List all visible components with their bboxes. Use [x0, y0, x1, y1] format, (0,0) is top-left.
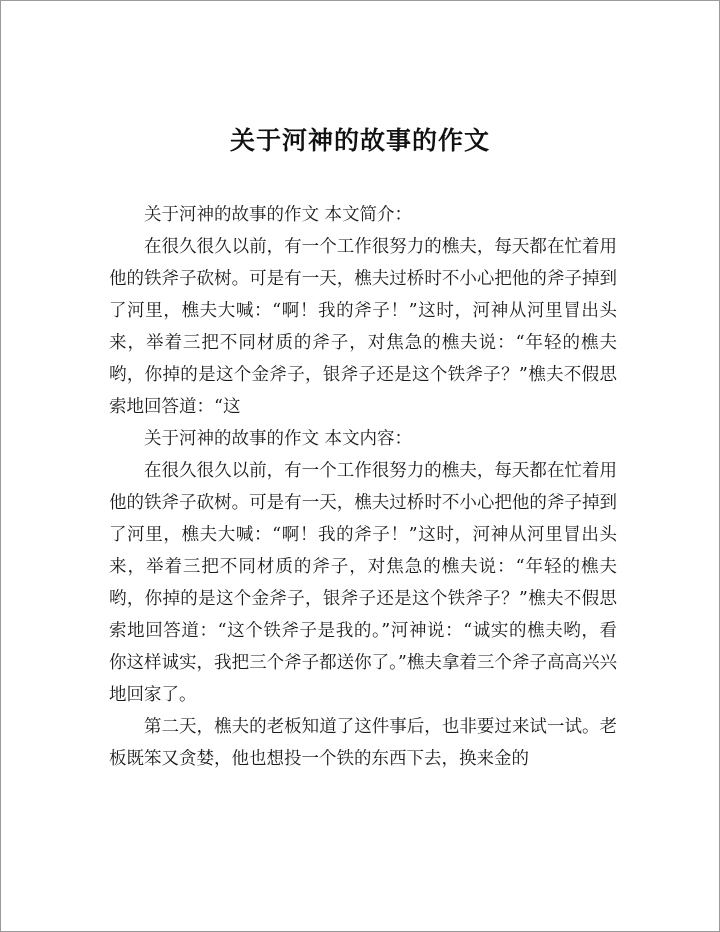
- content-paragraph: 在很久很久以前，有一个工作很努力的樵夫，每天都在忙着用他的铁斧子砍树。可是有一天，樵夫过桥时不小心把他的斧子掉到了河里，樵夫大喊：“啊！我的斧子！”这时，河神从河里冒出头来，举着三把不同材质的斧子，对焦急的樵夫说：“年轻的樵夫哟，你掉的是这个金斧子，银斧子还是这个铁斧子？”樵夫不假思索地回答道：“这个铁斧子是我的。”河神说：“诚实的樵夫哟，看你这样诚实，我把三个斧子都送你了。”樵夫拿着三个斧子高高兴兴地回家了。: [109, 461, 617, 705]
- document-body: [109, 199, 617, 775]
- content-heading: 关于河神的故事的作文 本文内容：: [144, 429, 413, 449]
- summary-paragraph: 在很久很久以前，有一个工作很努力的樵夫，每天都在忙着用他的铁斧子砍树。可是有一天，樵夫过桥时不小心把他的斧子掉到了河里，樵夫大喊：“啊！我的斧子！”这时，河神从河里冒出头来，举着三把不同材质的斧子，对焦急的樵夫说：“年轻的樵夫哟，你掉的是这个金斧子，银斧子还是这个铁斧子？”樵夫不假思索地回答道：“这: [109, 237, 617, 417]
- content-paragraph: 第二天，樵夫的老板知道了这件事后，也非要过来试一试。老板既笨又贪婪，他也想投一个铁的东西下去，换来金的: [109, 717, 617, 769]
- summary-heading: 关于河神的故事的作文 本文简介：: [144, 205, 413, 225]
- document-title: 关于河神的故事的作文: [229, 126, 490, 155]
